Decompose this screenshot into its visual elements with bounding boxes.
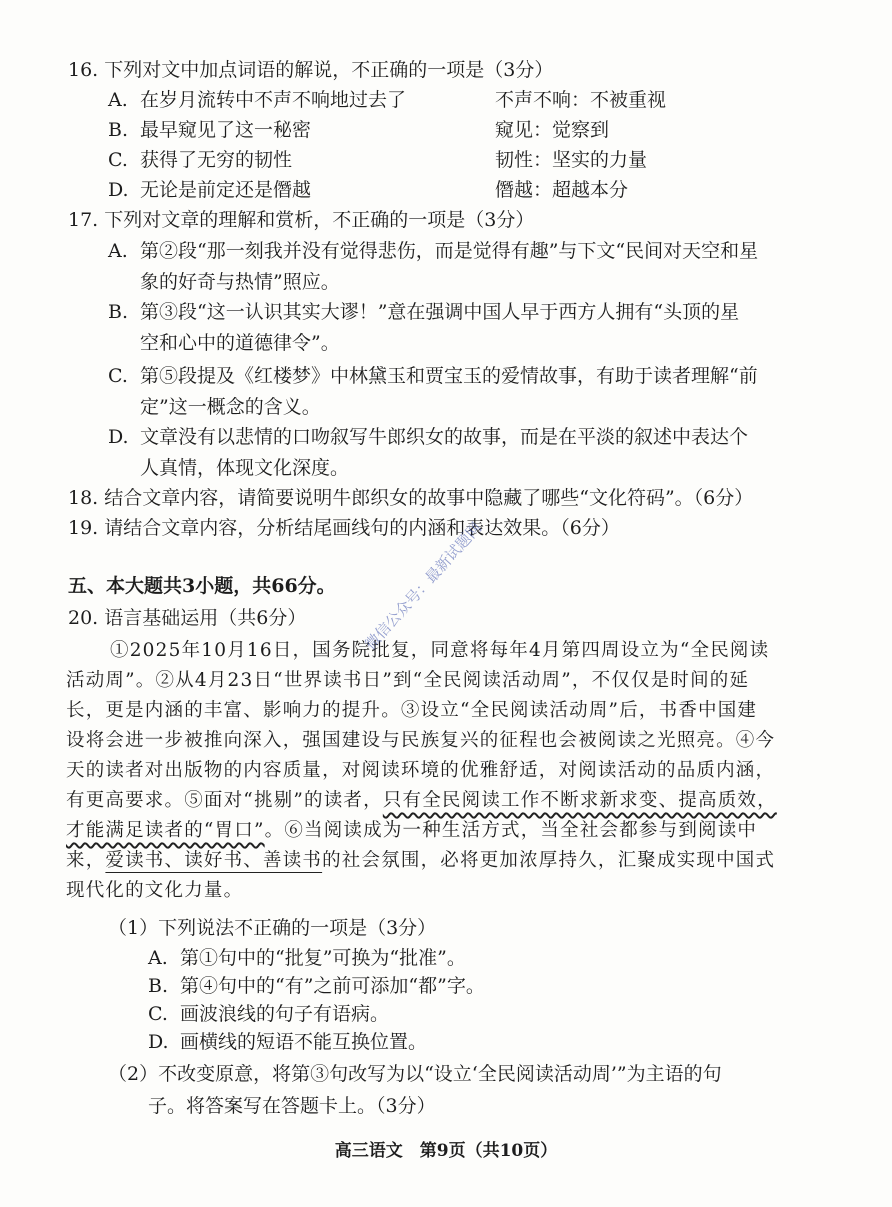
q17-option-a: [108, 237, 758, 265]
q17-option-b-cont: 空和心中的道德律令”。: [140, 332, 340, 354]
option-text: 画波浪线的句子有语病。: [180, 1003, 390, 1025]
passage-line: [66, 786, 810, 816]
q20-sub1-stem: （1）下列说法不正确的一项是（3分）: [108, 917, 437, 939]
q16-note-a: 不声不响：不被重视: [495, 89, 667, 111]
q17-option-b: [108, 298, 739, 326]
q16-option-a: [108, 86, 406, 114]
passage-line: [66, 816, 810, 846]
option-label: C.: [148, 1003, 168, 1025]
option-text: 最早窥见了这一秘密: [140, 119, 312, 141]
q17-option-d-cont: 人真情，体现文化深度。: [140, 457, 350, 479]
option-text: 获得了无穷的韧性: [140, 149, 293, 171]
underlined-phrase: 爱读书、读好书、善读书: [105, 850, 323, 871]
q16-option-d: [108, 176, 311, 204]
option-text: 文章没有以悲情的口吻叙写牛郎织女的故事，而是在平淡的叙述中表达个: [140, 426, 749, 448]
q16-option-c: [108, 146, 292, 174]
option-text: 在岁月流转中不声不响地过去了: [140, 89, 407, 111]
q16-note-d: 僭越：超越本分: [495, 179, 629, 201]
passage-text: 的社会氛围，必将更加浓厚持久，汇聚成实现中国式: [322, 850, 776, 871]
option-text: 画横线的短语不能互换位置。: [180, 1031, 428, 1053]
wavy-underlined-sentence-cont: 才能满足读者的“胃口”: [66, 820, 265, 841]
q17-option-d: [108, 423, 748, 451]
q20-sub1-option-c: [148, 1000, 389, 1028]
section-five-heading: 五、本大题共3小题，共66分。: [68, 575, 336, 597]
passage-line: 天的读者对出版物的内容质量，对阅读环境的优雅舒适，对阅读活动的品质内涵，: [66, 760, 776, 781]
q20-stem: 20. 语言基础运用（共6分）: [68, 607, 307, 629]
q18-stem: 18. 结合文章内容，请简要说明牛郎织女的故事中隐藏了哪些“文化符码”。（6分）: [68, 487, 754, 509]
passage-line: [66, 846, 810, 876]
q16-note-b: 窥见：觉察到: [495, 119, 610, 141]
option-label: A.: [108, 240, 128, 262]
q20-sub2-stem-cont: 子。将答案写在答题卡上。（3分）: [148, 1095, 436, 1117]
option-text: 第①句中的“批复”可换为“批准”。: [180, 947, 466, 969]
passage-line: ①2025年10月16日，国务院批复，同意将每年4月第四周设立为“全民阅读: [110, 640, 770, 661]
page-footer: 高三语文 第9页（共10页）: [334, 1141, 558, 1161]
option-label: A.: [108, 89, 128, 111]
q20-sub1-option-a: [148, 944, 466, 972]
q20-sub1-option-b: [148, 972, 485, 1000]
option-text: 第⑤段提及《红楼梦》中林黛玉和贾宝玉的爱情故事，有助于读者理解“前: [140, 365, 758, 387]
passage-text: 来，: [66, 850, 106, 871]
passage-text: 。⑥当阅读成为一种生活方式，当全社会都参与到阅读中: [264, 820, 758, 841]
q16-note-c: 韧性：坚实的力量: [495, 149, 648, 171]
option-label: D.: [108, 426, 129, 448]
option-text: 第③段“这一认识其实大谬！”意在强调中国人早于西方人拥有“头顶的星: [140, 301, 740, 323]
q20-passage: [66, 636, 810, 906]
q17-option-c: [108, 362, 758, 390]
option-label: D.: [108, 179, 129, 201]
option-label: B.: [148, 975, 169, 997]
q16-stem: 16. 下列对文中加点词语的解说，不正确的一项是（3分）: [68, 59, 554, 81]
q20-sub2-stem: （2）不改变原意，将第③句改写为以“设立‘全民阅读活动周’”为主语的句: [108, 1063, 722, 1085]
passage-line: 现代化的文化力量。: [66, 880, 244, 901]
option-text: 第②段“那一刻我并没有觉得悲伤，而是觉得有趣”与下文“民间对天空和星: [140, 240, 759, 262]
passage-line: 活动周”。②从4月23日“世界读书日”到“全民阅读活动周”，不仅仅是时间的延: [66, 670, 750, 691]
q16-option-b: [108, 116, 311, 144]
option-text: 第④句中的“有”之前可添加“都”字。: [180, 975, 485, 997]
option-label: B.: [108, 119, 129, 141]
passage-text: 有更高要求。⑤面对“挑剔”的读者，: [66, 790, 383, 811]
option-label: C.: [108, 365, 128, 387]
q19-stem: 19. 请结合文章内容，分析结尾画线句的内涵和表达效果。（6分）: [68, 517, 620, 539]
option-label: B.: [108, 301, 129, 323]
passage-line: 长，更是内涵的丰富、影响力的提升。③设立“全民阅读活动周”后，书香中国建: [66, 700, 758, 721]
q17-option-a-cont: 象的好奇与热情”照应。: [140, 271, 340, 293]
q17-option-c-cont: 定”这一概念的含义。: [140, 396, 321, 418]
option-label: C.: [108, 149, 128, 171]
passage-line: 设将会进一步被推向深入，强国建设与民族复兴的征程也会被阅读之光照亮。④今: [66, 730, 776, 751]
option-label: D.: [148, 1031, 169, 1053]
q17-stem: 17. 下列对文章的理解和赏析，不正确的一项是（3分）: [68, 209, 535, 231]
option-label: A.: [148, 947, 168, 969]
q20-sub1-option-d: [148, 1028, 427, 1056]
watermark-text: 微信公众号：最新试题网: [361, 518, 486, 654]
wavy-underlined-sentence: 只有全民阅读工作不断求新求变、提高质效，: [382, 790, 777, 811]
option-text: 无论是前定还是僭越: [140, 179, 312, 201]
